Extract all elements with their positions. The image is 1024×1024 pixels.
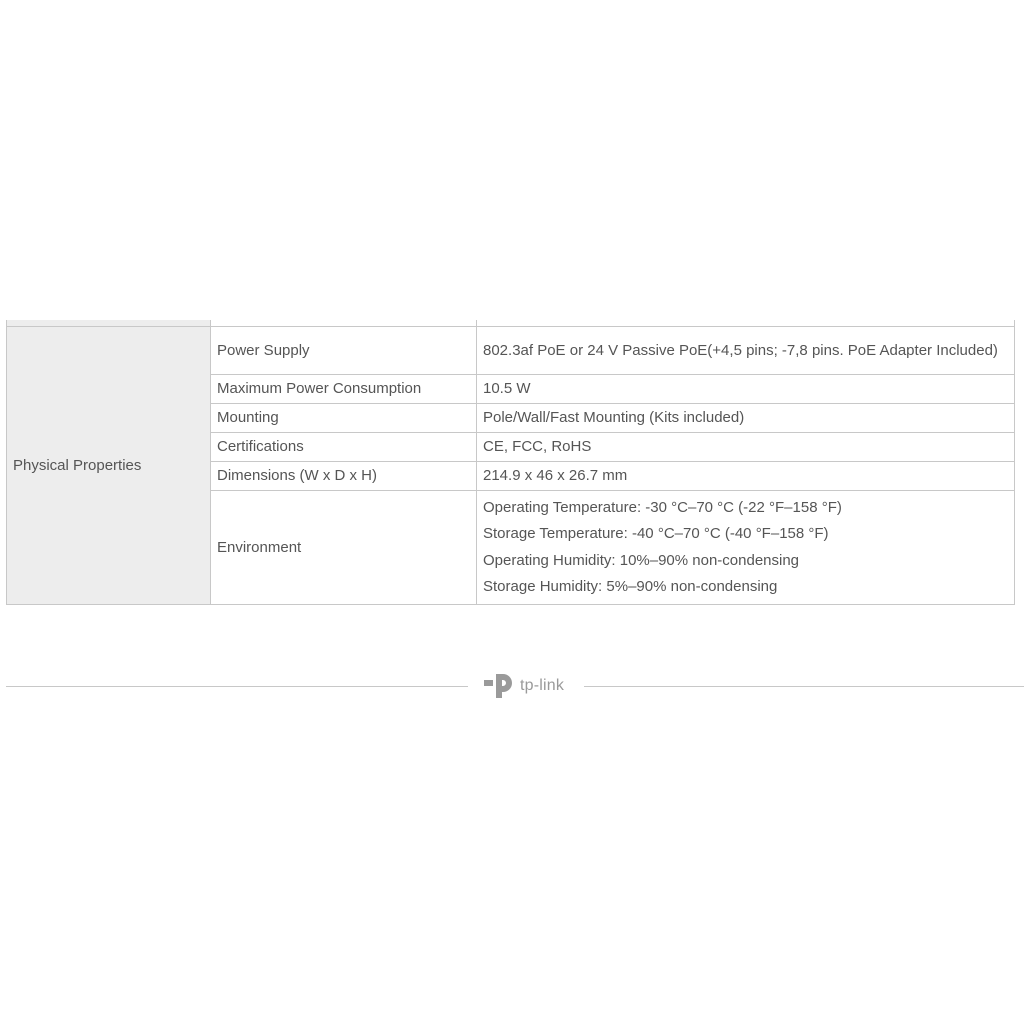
tp-link-logo-icon <box>482 671 518 701</box>
category-cell: Physical Properties <box>7 327 211 605</box>
row-value: 802.3af PoE or 24 V Passive PoE(+4,5 pins; -7,8 pins. PoE Adapter Included) <box>477 327 1015 375</box>
row-label: Mounting <box>211 404 477 433</box>
footer-divider-left <box>6 686 468 687</box>
row-value: 10.5 W <box>477 375 1015 404</box>
specifications-table <box>6 320 1014 605</box>
environment-line: Storage Humidity: 5%–90% non-condensing <box>483 578 778 595</box>
row-label: Dimensions (W x D x H) <box>211 462 477 491</box>
footer-divider-right <box>584 686 1024 687</box>
row-label: Environment <box>211 491 477 605</box>
environment-line: Storage Temperature: -40 °C–70 °C (-40 °F–158 °F) <box>483 525 829 542</box>
row-label: Maximum Power Consumption <box>211 375 477 404</box>
row-label: Certifications <box>211 433 477 462</box>
row-value: 214.9 x 46 x 26.7 mm <box>477 462 1015 491</box>
environment-line: Operating Humidity: 10%–90% non-condensing <box>483 551 800 569</box>
tp-link-logo <box>482 671 564 701</box>
table-row <box>7 327 1015 375</box>
environment-values <box>477 491 1015 605</box>
row-value: CE, FCC, RoHS <box>477 433 1015 462</box>
row-value: Pole/Wall/Fast Mounting (Kits included) <box>477 404 1015 433</box>
environment-line: Operating Temperature: -30 °C–70 °C (-22 °F–158 °F) <box>483 498 842 516</box>
logo-text: tp-link <box>520 677 565 694</box>
row-label: Power Supply <box>211 327 477 375</box>
